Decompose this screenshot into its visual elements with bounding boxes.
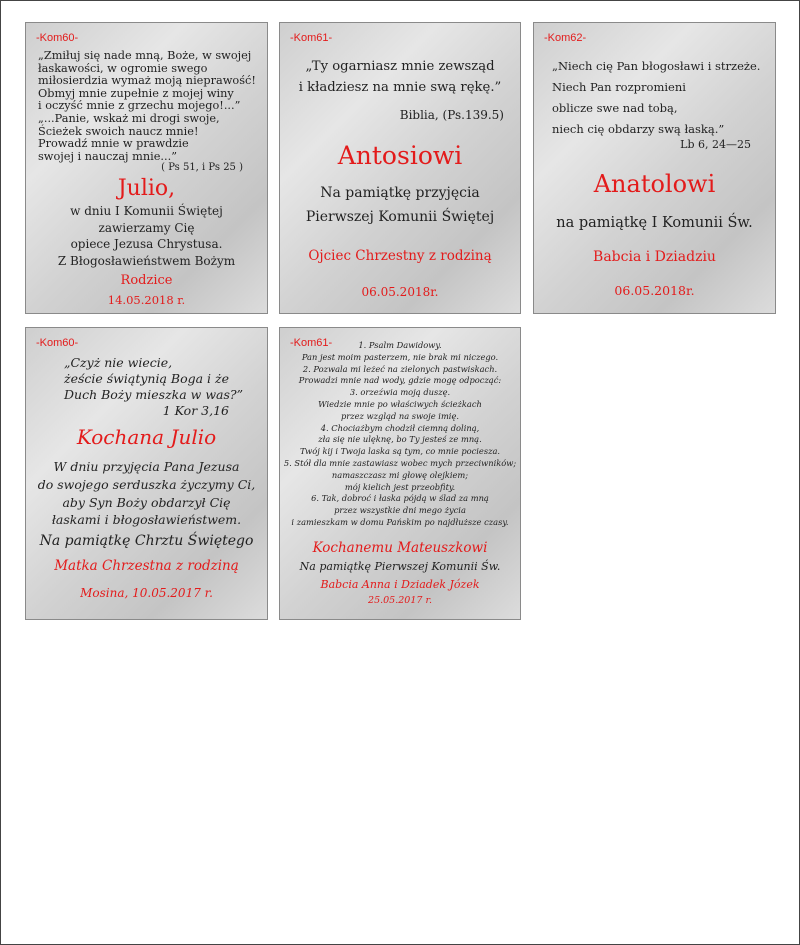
plate-kom61-antosiowi[interactable] <box>279 22 521 314</box>
occasion-text: Na pamiątkę Chrztu Świętego <box>39 533 254 549</box>
plate-kom60-kochana-julio[interactable] <box>25 327 268 620</box>
signature: Matka Chrzestna z rodziną <box>54 558 239 574</box>
date: 06.05.2018r. <box>361 285 439 299</box>
psalm-line: 2. Pozwala mi leżeć na zielonych pastwiskach. <box>302 363 498 374</box>
wish-line: Pierwszej Komunii Świętej <box>305 209 495 225</box>
quote-line: „Niech cię Pan błogosławi i strzeże. <box>552 59 761 73</box>
wish-line: łaskami i błogosławieństwem. <box>51 512 242 528</box>
plate-kom60-julio[interactable] <box>25 22 268 314</box>
quote-line: „...Panie, wskaż mi drogi swoje, <box>38 111 220 125</box>
psalm-line: przez wszystkie dni mego życia <box>334 505 466 516</box>
quote-line: „Ty ogarniasz mnie zewsząd <box>305 59 495 74</box>
signature: Rodzice <box>120 273 173 288</box>
quote-line: oblicze swe nad tobą, <box>552 101 678 115</box>
psalm-line: Twój kij i Twoja laska są tym, co mnie pociesza. <box>299 446 501 457</box>
plate-quote <box>64 355 243 403</box>
wish-line: opiece Jezusa Chrystusa. <box>70 237 223 251</box>
plate-code: -Kom60- <box>36 32 79 44</box>
quote-line: „Czyż nie wiecie, <box>64 355 173 370</box>
date: 06.05.2018r. <box>614 283 695 298</box>
quote-source: Biblia, (Ps.139.5) <box>399 108 504 122</box>
recipient-name: Kochanemu Mateuszkowi <box>312 540 488 556</box>
psalm-line: Prowadzi mnie nad wody, gdzie mogę odpocząć: <box>298 375 502 386</box>
quote-line: i oczyść mnie z grzechu mojego!...” <box>38 99 241 113</box>
quote-line: łaskawości, w ogromie swego <box>38 61 208 75</box>
plate-code: -Kom60- <box>36 337 79 349</box>
plate-code: -Kom61- <box>290 32 333 44</box>
wish-line: zawierzamy Cię <box>98 220 195 235</box>
quote-line: niech cię obdarzy swą łaską.” <box>552 122 725 136</box>
occasion-text: Na pamiątkę Pierwszej Komunii Św. <box>299 560 501 573</box>
wish-text <box>280 181 520 229</box>
plate-quote <box>292 56 508 98</box>
psalm-line: 3. orzeźwia moją duszę. <box>349 387 451 398</box>
signature: Babcia Anna i Dziadek Józek <box>320 578 480 591</box>
plate-kom61-mateuszkowi[interactable] <box>279 327 521 620</box>
date: Mosina, 10.05.2017 r. <box>80 586 213 600</box>
wish-line: aby Syn Boży obdarzył Cię <box>62 494 231 510</box>
recipient-name: Julio, <box>117 176 176 201</box>
quote-source: 1 Kor 3,16 <box>162 403 229 418</box>
psalm-line: namaszczasz mi głowę olejkiem; <box>331 469 469 480</box>
wish-line: Na pamiątkę przyjęcia <box>320 185 480 201</box>
plate-code: -Kom62- <box>544 32 587 44</box>
psalm-line: Wiedzie mnie po właściwych ścieżkach <box>318 398 482 409</box>
recipient-name: Antosiowi <box>337 141 463 170</box>
psalm-line: przez wzgląd na swoje imię. <box>340 410 460 421</box>
psalm-line: 6. Tak, dobroć i łaska pójdą w ślad za mną <box>311 493 489 504</box>
quote-line: swojej i nauczaj mnie...” <box>38 149 177 163</box>
psalm-line: 4. Chociażbym chodził ciemną doliną, <box>320 422 480 433</box>
wish-line: Z Błogosławieństwem Bożym <box>57 253 236 268</box>
signature: Babcia i Dziadziu <box>593 249 716 265</box>
signature: Ojciec Chrzestny z rodziną <box>308 248 492 264</box>
psalm-line: zła się nie ulęknę, bo Ty jesteś ze mną. <box>318 434 482 445</box>
quote-line: Prowadź mnie w prawdzie <box>38 137 189 151</box>
wish-line: do swojego serduszka życzymy Ci, <box>37 476 256 492</box>
plate-kom62-anatolowi[interactable] <box>533 22 776 314</box>
quote-line: Duch Boży mieszka w was?” <box>64 387 244 402</box>
quote-line: miłosierdzia wymaż moją nieprawość! <box>38 74 256 88</box>
plate-quote <box>552 56 760 140</box>
date: 14.05.2018 r. <box>107 293 186 307</box>
quote-line: Obmyj mnie zupełnie z mojej winy <box>38 86 234 100</box>
psalm-line: i zamieszkam w domu Pańskim po najdłuższe czasy. <box>291 516 509 527</box>
wish-text <box>26 458 267 529</box>
wish-text <box>26 203 267 269</box>
recipient-name: Kochana Julio <box>76 425 217 449</box>
quote-line: Niech Pan rozpromieni <box>552 80 686 94</box>
quote-source: Lb 6, 24—25 <box>680 138 751 151</box>
date: 25.05.2017 r. <box>368 595 432 606</box>
psalm-text <box>280 340 520 529</box>
recipient-name: Anatolowi <box>593 170 716 198</box>
psalm-line: 5. Stół dla mnie zastawiasz wobec mych przeciwników; <box>283 457 517 468</box>
plate-code: -Kom61- <box>290 337 333 349</box>
quote-line: Ścieżek swoich naucz mnie! <box>38 124 199 138</box>
quote-line: „Zmiłuj się nade mną, Boże, w swojej <box>38 49 252 62</box>
wish-line: w dniu I Komunii Świętej <box>70 204 223 218</box>
quote-source: ( Ps 51, i Ps 25 ) <box>161 162 243 173</box>
psalm-line: 1. Psalm Dawidowy. <box>358 340 442 350</box>
plate-quote <box>38 50 256 163</box>
quote-line: żeście świątynią Boga i że <box>64 371 229 386</box>
quote-line: i kładziesz na mnie swą rękę.” <box>298 80 502 95</box>
psalm-line: mój kielich jest przeobfity. <box>344 481 456 492</box>
psalm-line: Pan jest moim pasterzem, nie brak mi niczego. <box>301 351 499 362</box>
wish-line: W dniu przyjęcia Pana Jezusa <box>53 459 240 474</box>
wish-text: na pamiątkę I Komunii Św. <box>556 215 753 231</box>
